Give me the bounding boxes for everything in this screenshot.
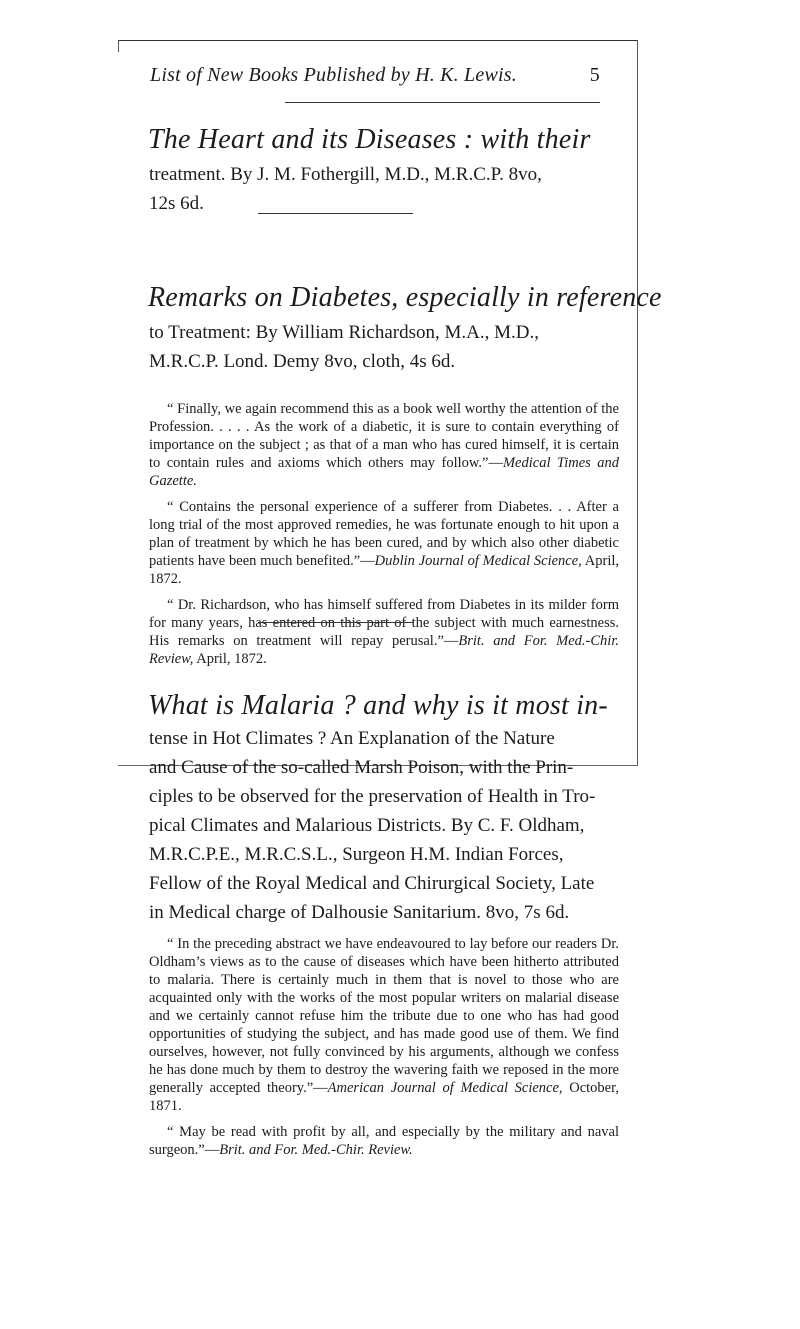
- entry-body-line: M.R.C.P. Lond. Demy 8vo, cloth, 4s 6d.: [149, 351, 456, 372]
- reviews-malaria: [149, 935, 619, 1167]
- page-number: 5: [589, 64, 600, 86]
- section-rule: [258, 622, 413, 623]
- header-rule: [285, 102, 600, 103]
- review-quote: [149, 1123, 619, 1159]
- review-source: Brit. and For. Med.-Chir. Review,: [149, 633, 619, 667]
- review-text: “ Dr. Richardson, who has himself suffered from Diabetes in its milder form for many years, has entered on this part of the subject with much earnestness. His remarks on treatment will repay perusal.”—: [149, 597, 619, 649]
- review-source: Dublin Journal of Medical Science,: [374, 553, 582, 569]
- entry-title-malaria: What is Malaria ? and why is it most in-: [148, 690, 608, 721]
- review-text: “ May be read with profit by all, and especially by the military and naval surgeon.”—: [149, 1124, 619, 1158]
- review-date: October, 1871.: [149, 1080, 619, 1114]
- entry-title-heart: The Heart and its Diseases : with their: [148, 124, 591, 155]
- review-source: Medical Times and Gazette.: [149, 455, 619, 489]
- entry-title-diabetes: Remarks on Diabetes, especially in reference: [148, 282, 662, 313]
- entry-body-line: tense in Hot Climates ? An Explanation of the Nature: [149, 728, 555, 749]
- page-edge-top: [118, 40, 638, 41]
- entry-body-line: ciples to be observed for the preservation of Health in Tro-: [149, 786, 596, 807]
- entry-body-line: treatment. By J. M. Fothergill, M.D., M.R.C.P. 8vo,: [149, 164, 542, 185]
- entry-body-line: pical Climates and Malarious Districts. By C. F. Oldham,: [149, 815, 585, 836]
- entry-body-malaria: [149, 724, 624, 927]
- running-head: [150, 64, 600, 87]
- running-head-title: List of New Books Published by H. K. Lewis.: [150, 64, 517, 86]
- entry-body-line: 12s 6d.: [149, 193, 204, 214]
- reviews-diabetes: [149, 400, 619, 676]
- review-date: April, 1872.: [149, 553, 619, 587]
- review-text: “ Finally, we again recommend this as a book well worthy the attention of the Profession. . . . . As the work of a diabetic, it is sure to contain everything of importance on the subject ; as that of a man who has cured himself, it is certain to contain rules and axioms which others may follow.”—: [149, 401, 619, 471]
- entry-body-line: in Medical charge of Dalhousie Sanitarium. 8vo, 7s 6d.: [149, 902, 570, 923]
- entry-body-diabetes: [149, 318, 619, 376]
- page-edge-left: [118, 40, 119, 52]
- review-text: “ Contains the personal experience of a sufferer from Diabetes. . . After a long trial of the most approved remedies, he was fortunate enough to hit upon a plan of treatment by which he has been cured, and by which also other diabetic patients have been much benefited.”—: [149, 499, 619, 569]
- review-source: Brit. and For. Med.-Chir. Review.: [219, 1142, 413, 1158]
- page-edge-right: [637, 40, 638, 765]
- review-date: April, 1872.: [193, 651, 267, 667]
- review-quote: [149, 596, 619, 668]
- entry-body-line: M.R.C.P.E., M.R.C.S.L., Surgeon H.M. Indian Forces,: [149, 844, 564, 865]
- review-quote: [149, 498, 619, 588]
- entry-body-line: Fellow of the Royal Medical and Chirurgical Society, Late: [149, 873, 595, 894]
- section-rule: [258, 213, 413, 214]
- review-text: “ In the preceding abstract we have endeavoured to lay before our readers Dr. Oldham’s views as to the cause of diseases which have been hitherto attributed to malaria. There is certainly much in them that is novel to those who are acquainted only with the works of the most popular writers on malarial disease and we certainly cannot refuse him the tribute due to one who has had good opportunities of studying the subject, and has made good use of them. We find ourselves, however, not fully convinced by his arguments, although we confess he has done much by them to destroy the wavering faith we reposed in the more generally accepted theory.”—: [149, 936, 619, 1096]
- entry-body-line: to Treatment: By William Richardson, M.A., M.D.,: [149, 322, 539, 343]
- entry-body-line: and Cause of the so-called Marsh Poison, with the Prin-: [149, 757, 574, 778]
- review-quote: [149, 935, 619, 1115]
- review-quote: [149, 400, 619, 490]
- review-source: American Journal of Medical Science,: [327, 1080, 563, 1096]
- entry-body-heart: [149, 160, 619, 218]
